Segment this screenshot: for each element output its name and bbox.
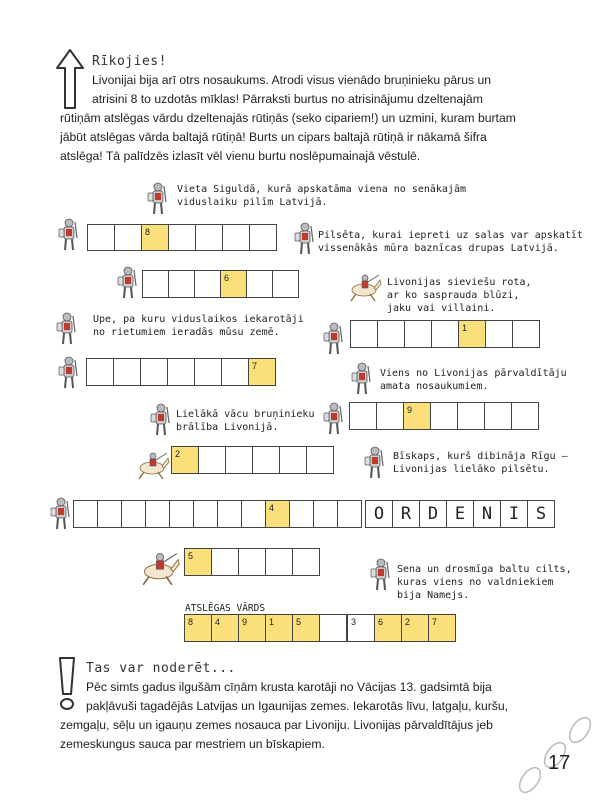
footprints-icon [500, 700, 600, 800]
clue-4: Upe, pa kuru viduslaikos iekarotāji no rietumiem ieradās mūsu zemē. [93, 314, 304, 338]
note-heading: Tas var noderēt... [86, 661, 236, 676]
note-text: Pēc simts gadus ilgušām cīņām krusta karotāji no Vācijas 13. gadsimtā bija pakļāvuši tagadējās Latvijas un Igaunijas zemes. Iekarotās līvu, latgaļu, kuršu, [86, 680, 509, 713]
answer-grid-5: 9 [349, 402, 539, 430]
keyword-label: ATSLĒGAS VĀRDS [185, 603, 266, 614]
mounted-knight-icon [136, 450, 170, 480]
knight-icon [147, 182, 169, 216]
mounted-knight-icon [138, 550, 182, 586]
knight-icon [58, 356, 80, 390]
knight-icon [323, 402, 345, 436]
knight-icon [294, 222, 316, 256]
answer-grid-1: 8 [87, 224, 277, 251]
intro-text-cont: rūtiņām atslēgas vārdu dzeltenajās rūtiņās (seko cipariem!) un uzmini, kuram burtam jābūt atslēgas vārda baltajā rūtiņā! Burts un cipars baltajā rūtiņā ir nākamā šifra atslēga! Tā palīdzēs izlasīt vēl vienu burtu noslēpumainajā vēstulē. [60, 111, 516, 163]
intro-text: Livonijai bija arī otrs nosaukums. Atrodi visus vienādo bruņinieku pārus un atrisini 8 to uzdotās mīklas! Pārraksti burtus no atrisinājumu dzeltenajām [92, 73, 492, 106]
note-text-cont: zemgaļu, sēļu un igauņu zemes nosauca par Livoniju. Livonijas pārvaldītājus jeb zemeskungus sauca par mestriem un bīskapiem. [60, 718, 493, 751]
clue-6: Lielākā vācu bruņinieku brālība Livonijā. [176, 409, 315, 433]
knight-icon [117, 266, 139, 300]
answer-grid-7: 4 [73, 500, 362, 528]
knight-icon [370, 558, 392, 592]
mounted-knight-icon [348, 272, 382, 302]
exclamation-icon [56, 656, 78, 712]
knight-icon [364, 446, 386, 480]
answer-grid-3: 1 [350, 320, 540, 348]
clue-5: Viens no Livonijas pārvaldītāju amata nosaukumiem. [380, 368, 567, 392]
answer-grid-2: 6 [142, 270, 299, 298]
clue-2: Pilsēta, kurai iepreti uz salas var apskatīt vissenākās mūra baznīcas drupas Latvijā. [318, 230, 583, 254]
knight-icon [58, 218, 80, 252]
knight-icon [50, 497, 72, 531]
ordenis-word-grid: O R D E N I S [365, 500, 555, 528]
knight-icon [56, 312, 78, 346]
clue-3: Livonijas sieviešu rota, ar ko sasprauda blūzi, jaku vai villaini. [387, 277, 532, 314]
clue-1: Vieta Siguldā, kurā apskatāma viena no senākajām viduslaiku pilīm Latvijā. [177, 184, 466, 208]
answer-grid-6: 2 [171, 446, 334, 474]
knight-icon [323, 322, 345, 356]
answer-grid-8: 5 [184, 548, 320, 576]
knight-icon [350, 362, 374, 396]
clue-7: Bīskaps, kurš dibināja Rīgu – Livonijas lielāko pilsētu. [393, 451, 568, 475]
answer-grid-4: 7 [86, 358, 276, 386]
knight-icon [150, 403, 172, 437]
clue-8: Sena un drosmīga baltu cilts, kuras viens no valdniekiem bija Namejs. [397, 564, 572, 601]
keyword-grid-right: 3 6 2 7 [347, 614, 456, 642]
page-number: 17 [548, 752, 571, 774]
keyword-grid-left: 8 4 9 1 5 [184, 614, 347, 642]
up-arrow-icon [55, 48, 85, 110]
intro-heading: Rīkojies! [92, 54, 167, 69]
